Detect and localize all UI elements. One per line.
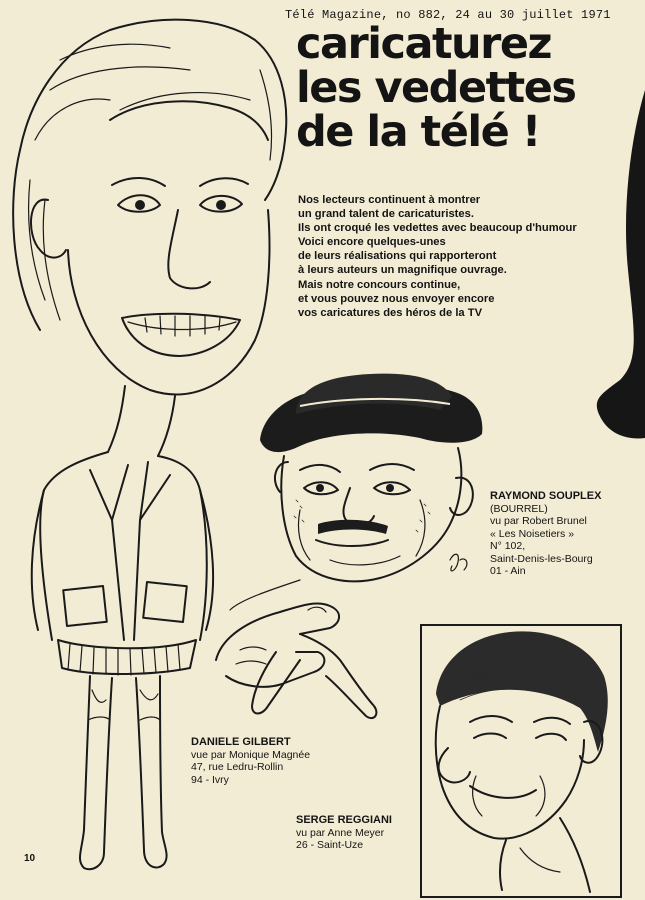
caption-name: SERGE REGGIANI xyxy=(296,814,392,826)
headline-line: caricaturez xyxy=(296,19,552,69)
intro-line: un grand talent de caricaturistes. xyxy=(298,208,474,221)
caption-name: RAYMOND SOUPLEX xyxy=(490,490,602,502)
caption-role: (BOURREL) xyxy=(490,502,548,515)
caption-line: 47, rue Ledru-Rollin xyxy=(191,761,284,773)
headline-line: de la télé ! xyxy=(296,107,540,157)
headline-line: les vedettes xyxy=(296,63,576,113)
intro-line: Ils ont croqué les vedettes avec beaucoup d'humour xyxy=(298,222,577,235)
caption-line: Saint-Denis-les-Bourg xyxy=(490,552,593,565)
caption-line: vu par Anne Meyer xyxy=(296,826,385,839)
caption-daniele-gilbert xyxy=(191,736,310,786)
caption-serge-reggiani xyxy=(296,814,392,852)
caption-line: vu par Robert Brunel xyxy=(490,515,587,527)
caption-raymond-souplex xyxy=(490,490,601,578)
caption-line: N° 102, xyxy=(490,540,526,552)
serge-reggiani-caricature xyxy=(421,625,621,897)
caption-name: DANIELE GILBERT xyxy=(191,736,291,748)
intro-line: à leurs auteurs un magnifique ouvrage. xyxy=(298,264,507,277)
headline xyxy=(296,19,626,157)
intro-line: Mais notre concours continue, xyxy=(298,278,461,291)
masthead: Télé Magazine, no 882, 24 au 30 juillet 1971 xyxy=(285,8,611,22)
caption-line: 01 - Ain xyxy=(490,565,526,577)
raymond-souplex-caricature xyxy=(216,374,482,718)
intro-line: Nos lecteurs continuent à montrer xyxy=(298,194,481,206)
intro-line: Voici encore quelques-unes xyxy=(298,236,446,249)
caption-line: 26 - Saint-Uze xyxy=(296,839,364,851)
intro-line: de leurs réalisations qui rapporteront xyxy=(298,250,497,263)
intro-line: vos caricatures des héros de la TV xyxy=(298,306,483,319)
page-number: 10 xyxy=(24,853,36,864)
caption-line: 94 - Ivry xyxy=(191,773,229,786)
caption-line: vue par Monique Magnée xyxy=(191,748,311,761)
intro-line: et vous pouvez nous envoyer encore xyxy=(298,292,495,305)
caption-line: « Les Noisetiers » xyxy=(490,527,575,540)
intro-paragraph xyxy=(298,193,628,320)
